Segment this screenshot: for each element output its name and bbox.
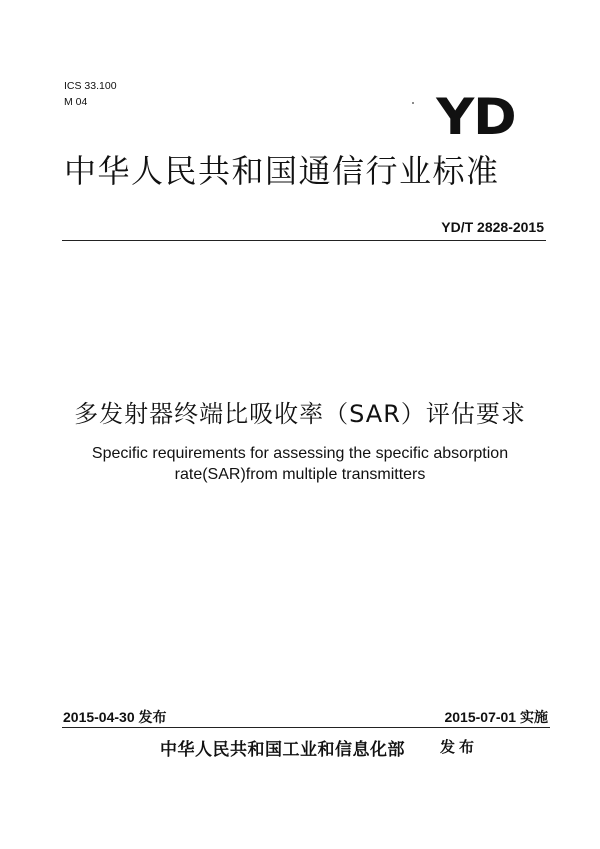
document-title-cn: 多发射器终端比吸收率（SAR）评估要求 bbox=[74, 400, 526, 428]
publish-date: 2015-04-30 发布 bbox=[63, 709, 167, 725]
scan-speck bbox=[412, 102, 414, 104]
document-title-en-line2: rate(SAR)from multiple transmitters bbox=[174, 466, 426, 483]
document-title-en-line1: Specific requirements for assessing the specific absorption bbox=[91, 445, 509, 462]
bottom-divider bbox=[62, 727, 550, 728]
standard-code: YD/T 2828-2015 bbox=[441, 219, 544, 235]
issuer-suffix: 发布 bbox=[440, 738, 479, 756]
issuer-name: 中华人民共和国工业和信息化部 bbox=[160, 740, 405, 760]
classification-block bbox=[64, 78, 117, 110]
ics-code: ICS 33.100 bbox=[64, 80, 117, 92]
top-divider bbox=[62, 240, 546, 241]
document-title-en bbox=[0, 443, 600, 485]
implement-date: 2015-07-01 实施 bbox=[444, 709, 548, 725]
classification-code: M 04 bbox=[64, 96, 88, 108]
standard-title: 中华人民共和国通信行业标准 bbox=[64, 152, 500, 190]
brand-mark: YD bbox=[436, 88, 516, 146]
